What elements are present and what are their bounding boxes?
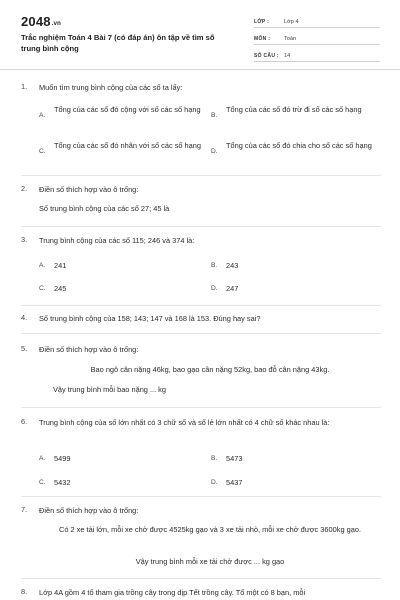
divider xyxy=(21,407,381,408)
question-number: 1. xyxy=(21,82,28,91)
option-letter: D. xyxy=(211,479,218,486)
question-number: 8. xyxy=(21,587,28,596)
option-d[interactable] xyxy=(211,283,381,295)
option-a[interactable] xyxy=(39,453,209,465)
meta-row-class xyxy=(254,15,380,28)
question-text: Số trung bình cộng của 158; 143; 147 và 168 là 153. Đúng hay sai? xyxy=(39,314,261,323)
question-number: 3. xyxy=(21,235,28,244)
meta-key: MÔN : xyxy=(254,36,271,42)
question-text: Điền số thích hợp vào ô trống: xyxy=(39,185,139,194)
option-text: 241 xyxy=(54,261,67,270)
question-text: Điền số thích hợp vào ô trống: xyxy=(39,345,139,354)
meta-key: LỚP : xyxy=(254,19,270,25)
divider xyxy=(21,333,381,334)
option-text: Tổng của các số đó cộng với số các số hạng xyxy=(54,105,201,114)
question-number: 4. xyxy=(21,313,28,322)
option-b[interactable] xyxy=(211,453,381,465)
document-header xyxy=(0,0,400,70)
option-letter: B. xyxy=(211,112,218,119)
option-text: Tổng của các số đó nhân với số các số hạng xyxy=(54,141,202,150)
option-text: 5473 xyxy=(226,454,243,463)
question-prompt: Vậy trung bình mỗi xe tải chở được ... kg gạo xyxy=(135,557,285,566)
option-letter: A. xyxy=(39,455,46,462)
option-letter: C. xyxy=(39,479,46,486)
question-number: 5. xyxy=(21,344,28,353)
option-b[interactable] xyxy=(211,104,381,130)
divider xyxy=(21,175,381,176)
page-title: Trắc nghiệm Toán 4 Bài 7 (có đáp án) ôn tập về tìm số trung bình cộng xyxy=(21,33,215,53)
meta-row-count xyxy=(254,49,380,62)
option-b[interactable] xyxy=(211,260,381,272)
meta-key: SỐ CÂU : xyxy=(254,53,279,59)
divider xyxy=(21,305,381,306)
question-3 xyxy=(21,235,381,301)
question-text: Trung bình cộng của số lớn nhất có 3 chữ số và số lẻ lớn nhất có 4 chữ số khác nhau là: xyxy=(39,418,330,427)
question-prompt: Vậy trung bình mỗi bao nặng ... kg xyxy=(53,385,166,394)
question-5 xyxy=(21,344,381,400)
logo-tld: .vn xyxy=(51,21,62,27)
option-d[interactable] xyxy=(211,140,381,166)
option-text: 245 xyxy=(54,284,67,293)
option-text: Tổng của các số đó chia cho số các số hạng xyxy=(226,141,372,150)
question-body: Bao ngô cân nặng 46kg, bao gạo cân nặng 52kg, bao đỗ cân nặng 43kg. xyxy=(90,365,330,374)
option-text: 243 xyxy=(226,261,239,270)
site-logo[interactable] xyxy=(21,14,61,29)
option-letter: C. xyxy=(39,285,46,292)
divider xyxy=(21,226,381,227)
option-text: 247 xyxy=(226,284,239,293)
meta-value: Toán xyxy=(284,36,297,42)
meta-value: Lớp 4 xyxy=(284,19,299,25)
question-1 xyxy=(21,82,381,168)
option-letter: B. xyxy=(211,455,218,462)
option-a[interactable] xyxy=(39,260,209,272)
question-text: Trung bình cộng của các số 115; 246 và 374 là: xyxy=(39,236,195,245)
question-body: Có 2 xe tải lớn, mỗi xe chở được 4525kg gạo và 3 xe tải nhỏ, mỗi xe chở được 3600kg gạo. xyxy=(59,525,361,534)
question-4 xyxy=(21,313,381,327)
option-text: 5437 xyxy=(226,478,243,487)
divider xyxy=(21,496,381,497)
question-text: Lớp 4A gồm 4 tổ tham gia trồng cây trong dịp Tết trồng cây. Tổ một có 8 bạn, mỗi xyxy=(39,588,306,597)
question-number: 2. xyxy=(21,184,28,193)
option-c[interactable] xyxy=(39,477,209,489)
question-number: 6. xyxy=(21,417,28,426)
meta-row-subject xyxy=(254,32,380,45)
logo-text: 2048 xyxy=(21,14,51,29)
option-text: 5432 xyxy=(54,478,71,487)
option-letter: D. xyxy=(211,285,218,292)
option-letter: D. xyxy=(211,148,218,155)
option-a[interactable] xyxy=(39,104,209,130)
option-c[interactable] xyxy=(39,283,209,295)
option-letter: C. xyxy=(39,148,46,155)
question-text: Muốn tìm trung bình cộng của các số ta lấy: xyxy=(39,83,183,92)
question-2 xyxy=(21,184,381,218)
question-number: 7. xyxy=(21,505,28,514)
divider xyxy=(21,578,381,579)
option-letter: A. xyxy=(39,262,46,269)
question-body: Số trung bình cộng của các số 27; 45 là xyxy=(39,204,170,213)
option-d[interactable] xyxy=(211,477,381,489)
question-text: Điền số thích hợp vào ô trống: xyxy=(39,506,139,515)
question-8 xyxy=(21,587,381,600)
meta-value: 14 xyxy=(284,53,291,59)
option-letter: B. xyxy=(211,262,218,269)
option-text: 5499 xyxy=(54,454,71,463)
meta-info xyxy=(254,15,380,66)
option-letter: A. xyxy=(39,112,46,119)
option-text: Tổng của các số đó trừ đi số các số hạng xyxy=(226,105,362,114)
question-7 xyxy=(21,505,381,569)
option-c[interactable] xyxy=(39,140,209,166)
question-6 xyxy=(21,417,381,489)
